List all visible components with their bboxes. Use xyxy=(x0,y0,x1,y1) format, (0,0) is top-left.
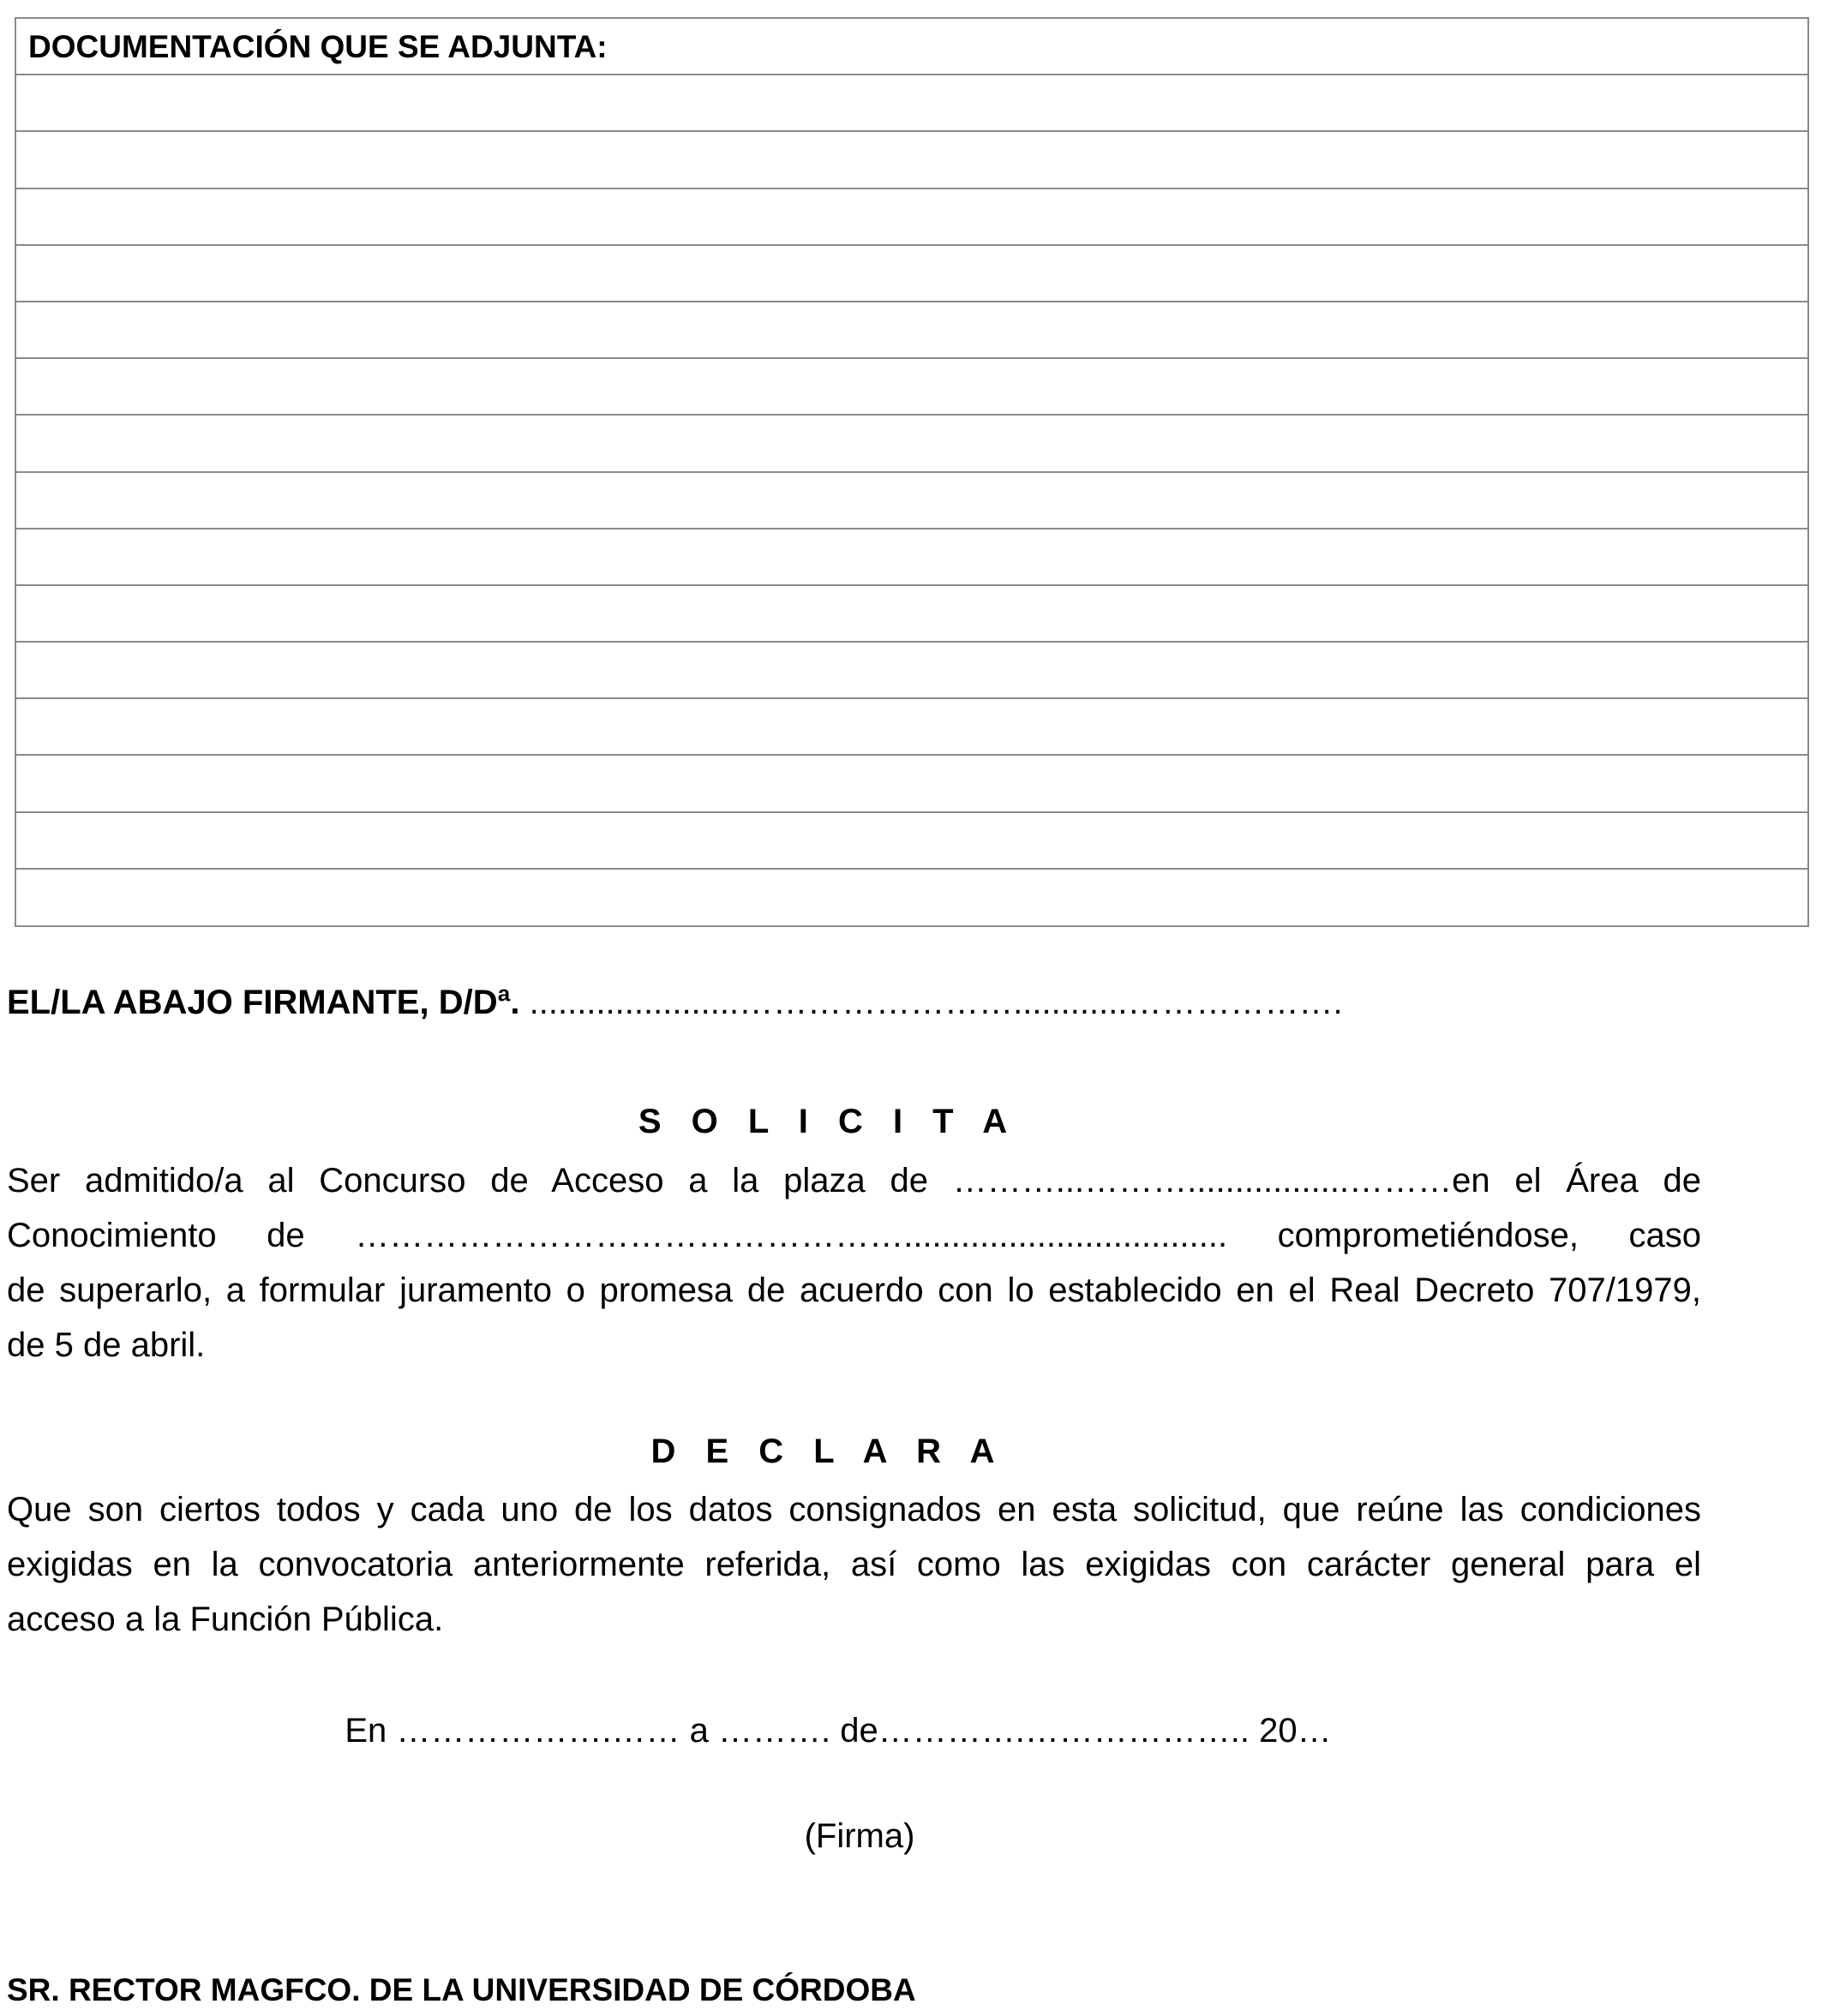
addressee: SR. RECTOR MAGFCO. DE LA UNIVERSIDAD DE CÓRDOBA xyxy=(7,1972,916,2007)
attachment-row[interactable] xyxy=(16,132,1807,188)
paragraph-line: Conocimiento de ………………………………………….................................. comprometiéndose, caso xyxy=(7,1217,1701,1254)
attachment-row[interactable] xyxy=(16,756,1807,812)
signer-line xyxy=(7,984,1343,1022)
paragraph-line: acceso a la Función Pública. xyxy=(7,1600,444,1638)
attachment-row[interactable] xyxy=(16,75,1807,132)
paragraph-line: exigidas en la convocatoria anteriormente referida, así como las exigidas con carácter general para el xyxy=(7,1546,1701,1583)
paragraph-line: Que son ciertos todos y cada uno de los datos consignados en esta solicitud, que reúne las condiciones xyxy=(7,1491,1701,1528)
attachment-row[interactable] xyxy=(16,529,1807,586)
attachment-row[interactable] xyxy=(16,586,1807,643)
attachment-row[interactable] xyxy=(16,416,1807,472)
attachment-row[interactable] xyxy=(16,813,1807,870)
signer-label: EL/LA ABAJO FIRMANTE, D/Dª. xyxy=(7,984,520,1021)
attachment-row[interactable] xyxy=(16,359,1807,416)
paragraph-line: Ser admitido/a al Concurso de Acceso a la plaza de ………...……….................………en el Área de xyxy=(7,1162,1701,1199)
attachment-row[interactable] xyxy=(16,643,1807,699)
paragraph-line: de superarlo, a formular juramento o promesa de acuerdo con lo establecido en el Real Decreto 707/1979, xyxy=(7,1271,1701,1309)
signer-name-field[interactable]: ......................……………………............………………. xyxy=(529,984,1343,1021)
signature-label: (Firma) xyxy=(804,1817,915,1855)
attachment-row[interactable] xyxy=(16,246,1807,302)
solicita-paragraph xyxy=(7,1153,1701,1373)
attachments-header: DOCUMENTACIÓN QUE SE ADJUNTA: xyxy=(16,19,1807,75)
attachment-row[interactable] xyxy=(16,473,1807,529)
attachment-row[interactable] xyxy=(16,870,1807,926)
attachment-row[interactable] xyxy=(16,189,1807,246)
attachment-row[interactable] xyxy=(16,699,1807,756)
attachments-table xyxy=(15,17,1809,927)
declara-paragraph xyxy=(7,1482,1701,1647)
solicita-title: S O L I C I T A xyxy=(638,1103,1018,1140)
declara-title: D E C L A R A xyxy=(650,1433,1005,1470)
paragraph-line: de 5 de abril. xyxy=(7,1326,206,1364)
place-date-line[interactable]: En ……………….…… a ………. de………….……………….. 20… xyxy=(345,1712,1332,1750)
attachment-row[interactable] xyxy=(16,302,1807,359)
